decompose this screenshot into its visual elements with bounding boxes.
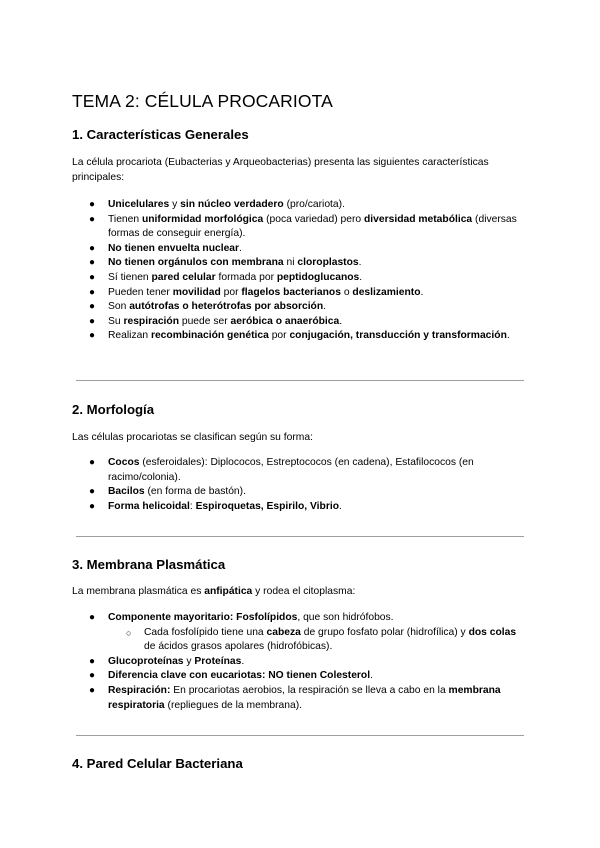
section-2-list <box>72 456 528 514</box>
bullet-icon: ● <box>89 213 96 225</box>
section-3-heading: 3. Membrana Plasmática <box>72 557 226 572</box>
bullet-icon: ● <box>89 612 96 623</box>
section-divider <box>76 380 524 381</box>
bullet-icon: ● <box>89 271 96 283</box>
bullet-icon: ● <box>89 199 96 210</box>
list-item: ● Unicelulares y sin núcleo verdadero (pro/cariota). <box>72 198 528 213</box>
bullet-icon: ● <box>89 500 96 512</box>
bullet-icon: ● <box>89 301 96 313</box>
bullet-icon: ● <box>89 286 96 298</box>
section-3-intro: La membrana plasmática es anfipática y rodea el citoplasma: <box>72 586 356 597</box>
list-item: ● No tienen envuelta nuclear. <box>72 242 528 257</box>
section-divider <box>76 536 524 537</box>
bullet-icon: ● <box>89 486 96 498</box>
list-item: ● Realizan recombinación genética por conjugación, transducción y transformación. <box>72 329 528 344</box>
list-item: ● Bacilos (en forma de bastón). <box>72 485 528 500</box>
bullet-icon: ● <box>89 257 96 269</box>
section-1-intro: La célula procariota (Eubacterias y Arqueobacterias) presenta las siguientes características principales: <box>72 157 489 183</box>
bullet-icon: ● <box>89 655 96 667</box>
list-item: ● Cocos (esferoidales): Diplococos, Estreptococos (en cadena), Estafilococos (en racimo/colonia). <box>89 457 474 483</box>
list-item: ● Diferencia clave con eucariotas: NO tienen Colesterol. <box>72 669 528 684</box>
list-item: ● Son autótrofas o heterótrofas por absorción. <box>72 300 528 315</box>
list-item: ● Sí tienen pared celular formada por peptidoglucanos. <box>72 271 528 286</box>
list-item: ● Su respiración puede ser aeróbica o anaeróbica. <box>72 315 528 330</box>
hollow-bullet-icon: ○ <box>126 627 132 638</box>
list-item: ● Respiración: En procariotas aerobios, la respiración se lleva a cabo en la membrana respiratoria (repliegues de la membrana). <box>89 684 501 711</box>
sub-list <box>108 626 528 655</box>
section-2-intro: Las células procariotas se clasifican según su forma: <box>72 432 313 443</box>
section-divider <box>76 735 524 736</box>
bullet-icon: ● <box>89 315 96 327</box>
list-item: ● Tienen uniformidad morfológica (poca variedad) pero diversidad metabólica (diversas formas de conseguir energía). <box>89 213 517 240</box>
bullet-icon: ● <box>89 242 96 254</box>
section-4-heading: 4. Pared Celular Bacteriana <box>72 756 243 771</box>
bullet-icon: ● <box>89 330 96 342</box>
list-item: ● Pueden tener movilidad por flagelos bacterianos o deslizamiento. <box>72 286 528 301</box>
section-2-heading: 2. Morfología <box>72 402 155 417</box>
bullet-icon: ● <box>89 457 96 468</box>
sub-list-item: ○ Cada fosfolípido tiene una cabeza de grupo fosfato polar (hidrofílica) y dos colas de ácidos grasos apolares (hidrofóbicas). <box>126 626 517 653</box>
section-1-list <box>72 198 528 344</box>
section-3-list <box>72 611 528 713</box>
section-1-heading: 1. Características Generales <box>72 127 249 142</box>
page-title: TEMA 2: CÉLULA PROCARIOTA <box>72 91 333 111</box>
list-item: ● Glucoproteínas y Proteínas. <box>72 655 528 670</box>
bullet-icon: ● <box>89 670 96 682</box>
list-item: ● Componente mayoritario: Fosfolípidos, que son hidrófobos. ○ Cada fosfolípido tiene una cabeza de grupo fosfato polar (hidrofílica) y dos colas de ácidos grasos apolares (hidrofóbicas). <box>72 611 528 655</box>
list-item: ● Forma helicoidal: Espiroquetas, Espirilo, Vibrio. <box>72 500 528 515</box>
bullet-icon: ● <box>89 684 96 696</box>
list-item: ● No tienen orgánulos con membrana ni cloroplastos. <box>72 256 528 271</box>
